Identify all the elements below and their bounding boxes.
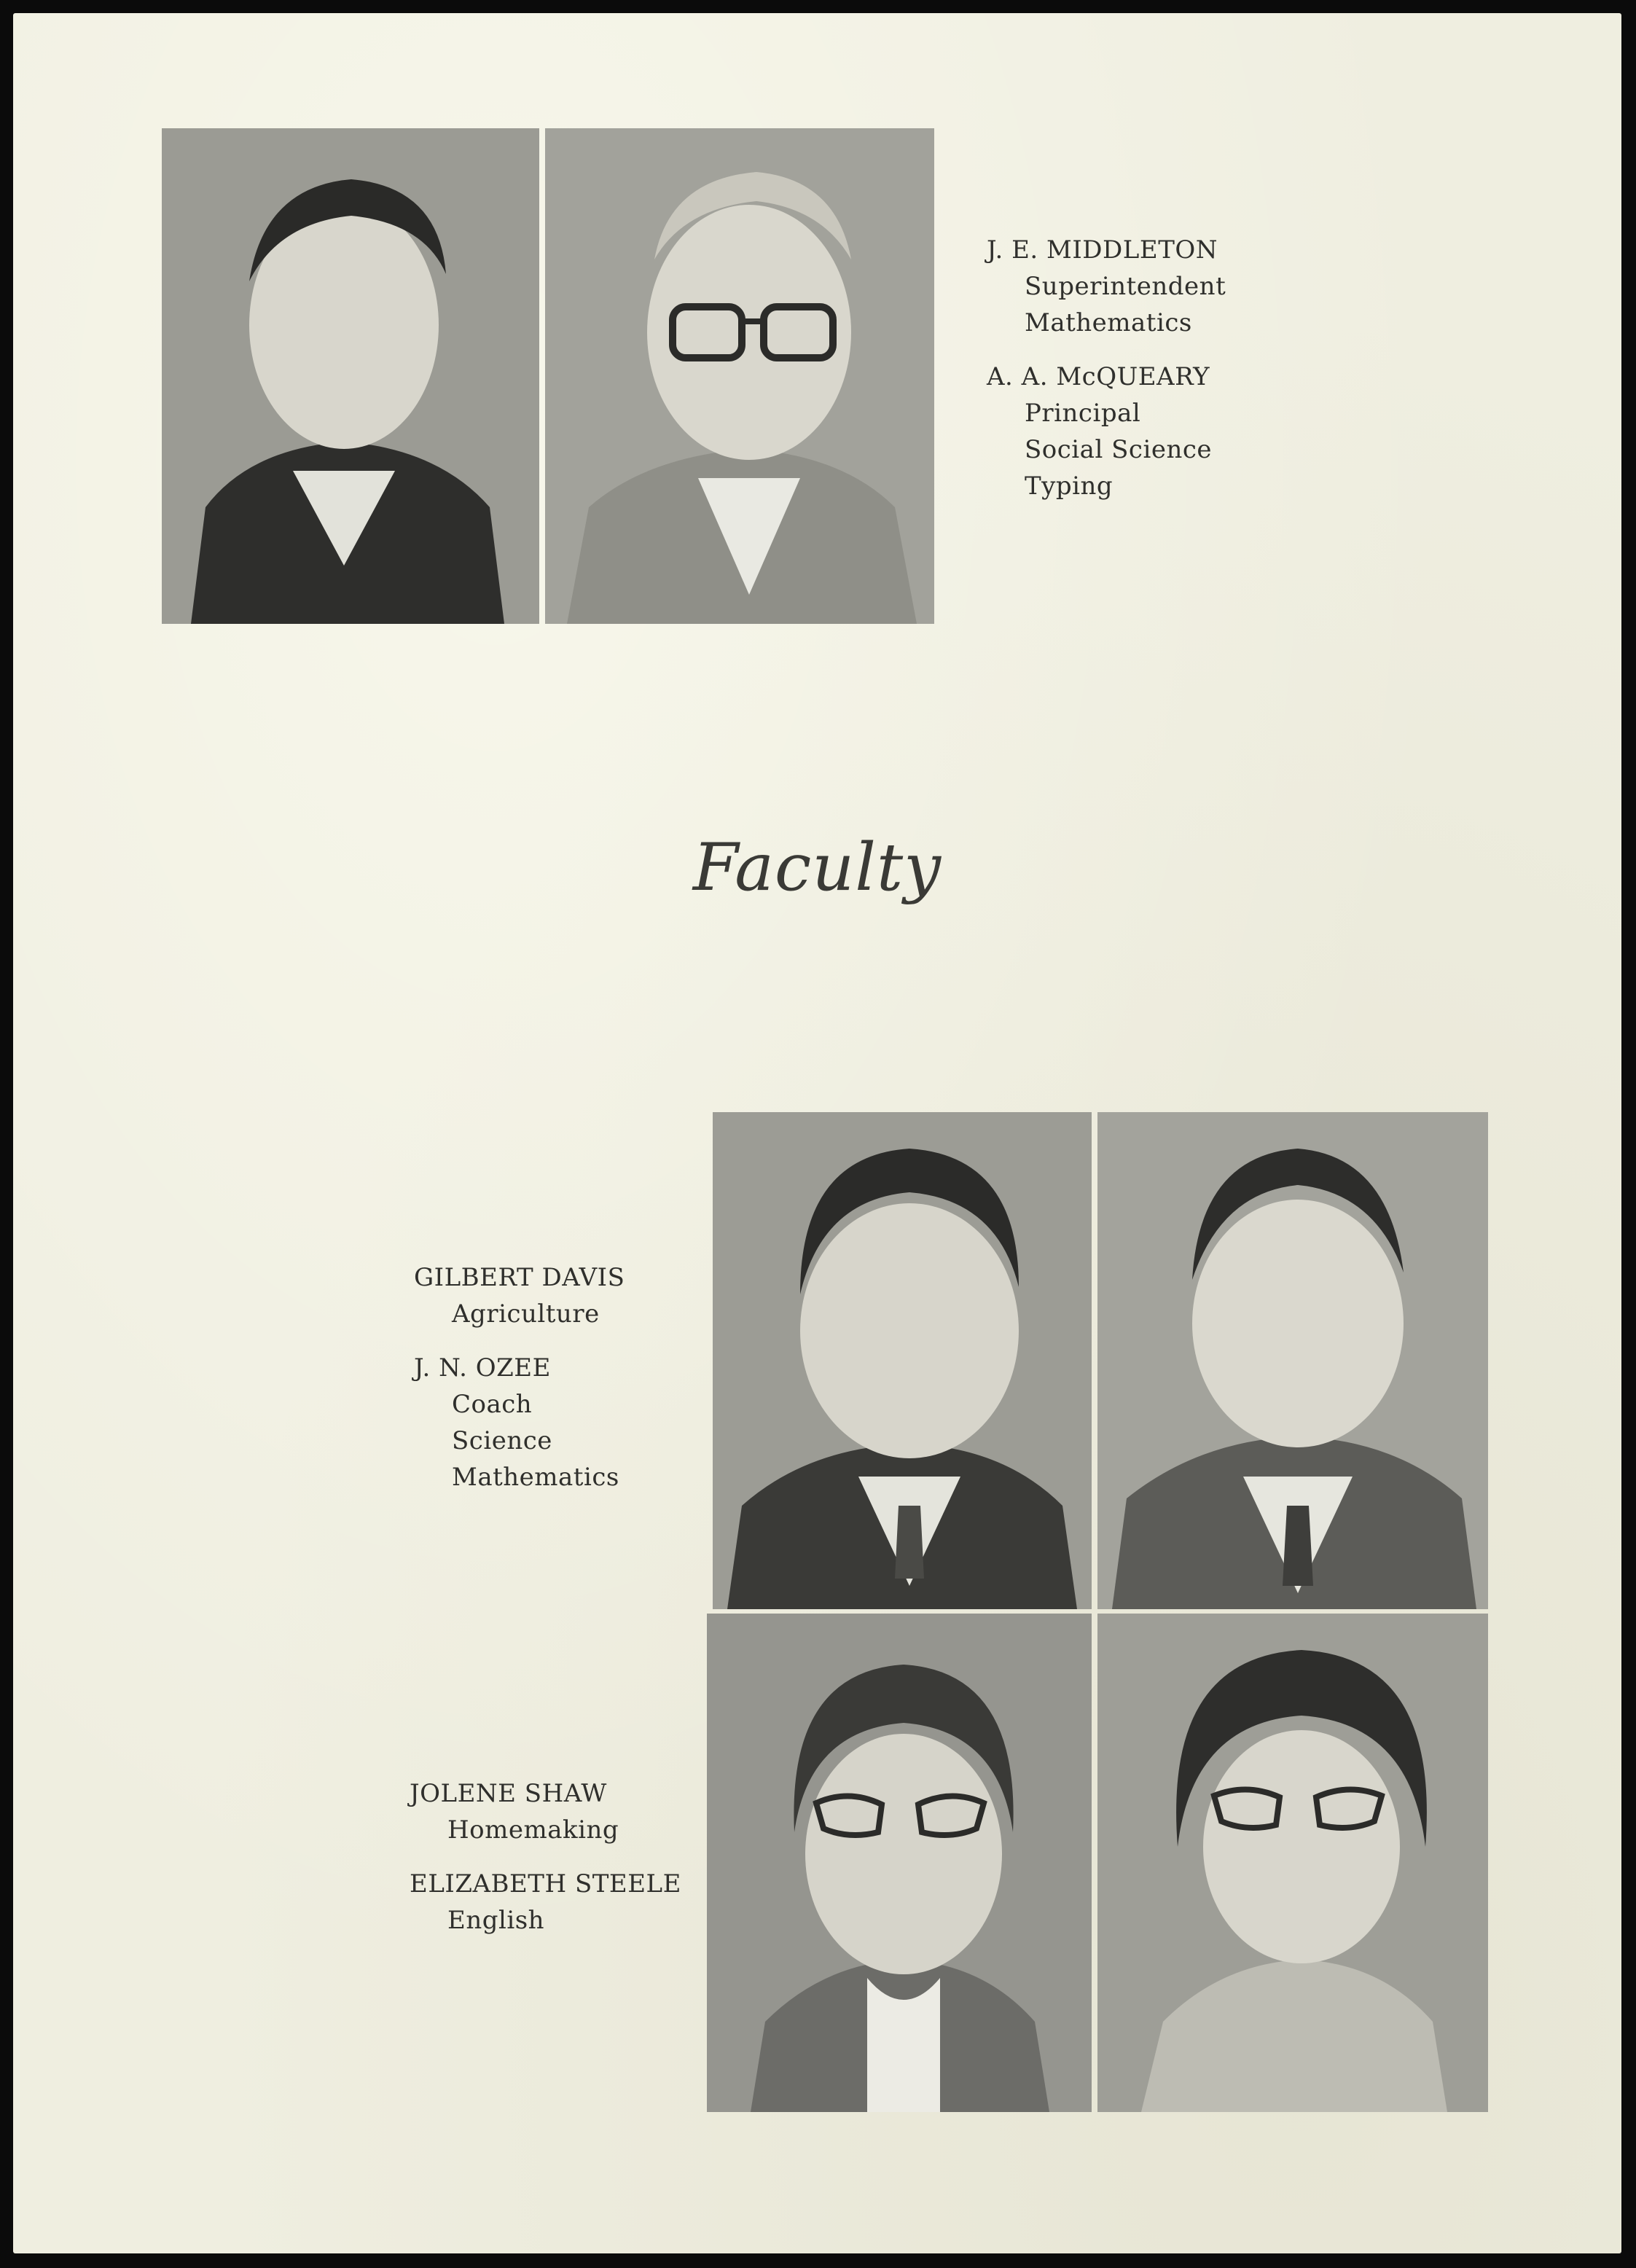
person-role: Homemaking xyxy=(447,1815,619,1845)
person-role: Mathematics xyxy=(452,1463,619,1492)
person-name: GILBERT DAVIS xyxy=(414,1263,625,1292)
person-name: J. N. OZEE xyxy=(414,1353,551,1383)
person-caption xyxy=(410,1866,681,1939)
middle-caption-group xyxy=(414,1259,625,1513)
portrait-photo-mcqueary xyxy=(545,128,934,624)
person-role: Science xyxy=(452,1426,552,1455)
person-caption xyxy=(410,1775,681,1848)
portrait-photo-ozee xyxy=(1097,1112,1488,1609)
portrait-photo-steele xyxy=(1097,1614,1488,2112)
person-name: ELIZABETH STEELE xyxy=(410,1869,681,1899)
person-role: Typing xyxy=(1025,472,1114,501)
yearbook-page xyxy=(13,13,1621,2253)
person-name: A. A. McQUEARY xyxy=(987,362,1210,391)
person-role: Coach xyxy=(452,1390,533,1419)
bottom-caption-group xyxy=(410,1775,681,1956)
portrait-photo-davis xyxy=(713,1112,1092,1609)
person-caption xyxy=(987,232,1226,341)
person-role: Mathematics xyxy=(1025,308,1192,337)
person-caption xyxy=(414,1259,625,1332)
person-role: Superintendent xyxy=(1025,272,1226,301)
person-role: Principal xyxy=(1025,399,1141,428)
person-role: English xyxy=(447,1906,545,1935)
person-name: JOLENE SHAW xyxy=(410,1779,607,1808)
portrait-photo-middleton xyxy=(162,128,539,624)
person-name: J. E. MIDDLETON xyxy=(987,235,1218,265)
person-role: Agriculture xyxy=(452,1299,600,1329)
portrait-photo-shaw xyxy=(707,1614,1092,2112)
top-caption-group xyxy=(987,232,1226,522)
person-caption xyxy=(987,359,1226,504)
person-caption xyxy=(414,1350,625,1495)
page-title: Faculty xyxy=(692,829,942,906)
person-role: Social Science xyxy=(1025,435,1213,464)
